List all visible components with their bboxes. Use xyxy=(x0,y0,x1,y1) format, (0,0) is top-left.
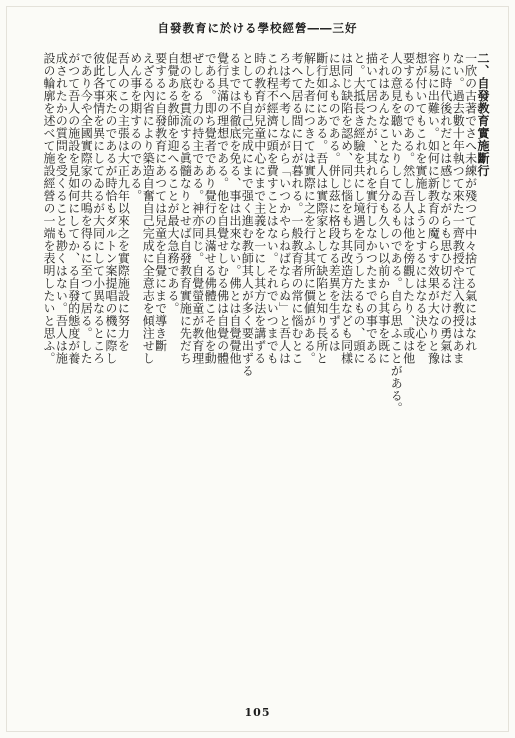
text-column: 要するに自發教育にあつては兒童を自覺にまで導き斷 xyxy=(153,52,168,352)
text-column: それはあんなことなら自分も久しい以前から其事を既に xyxy=(376,52,391,365)
running-header: 自發教育に於ける學校經營――三好 xyxy=(157,21,358,35)
text-column: これ程不經濟に頭を費すことはない。それでいつまでも xyxy=(265,52,280,365)
text-column: と。大抵長き經驗を共にし境遇を同うしたるもの、頭に xyxy=(352,52,366,365)
text-column: 一欣の古著でさへ未練が殘つて中々捨てる氣にはなれ xyxy=(463,52,478,352)
text-column: ろは考へ考しながら「いつかやらねばならぬ」と吾人は xyxy=(277,52,292,365)
text-column: 吾人のこの主張は大正九年以來之を實際施設に努力を xyxy=(116,52,131,352)
text-column: ぜしむる力の持主である。神亦同じ。自覺螢童が教育理 xyxy=(190,52,205,365)
text-column: 彼此各事情を異にしてゐるが大同にして小異なるところ xyxy=(91,52,106,365)
text-column: 容易に出難い。如何に新教育の魔らす效果が大なりと豫 xyxy=(426,52,441,365)
text-column: めん事を期するのである。 xyxy=(128,52,143,202)
text-column: は同じ缺陷を認め、同じ惱をもち其改造方法なども同樣 xyxy=(339,52,354,365)
text-column: 描いて居つたが、其れを實行しなかつたまでの事である xyxy=(364,52,379,365)
text-column: 設の輪廓を述べて施設經營の一端を表明したいと思ふ。 xyxy=(42,52,56,365)
text-column: 覺行具滿の理想である。他を自覺せしむる佛は自覺の體 xyxy=(215,52,230,365)
text-column: 自覺ある教師を迎へることが最大急務である。 xyxy=(166,52,180,315)
text-column: 促して來たのであるが時恰もダルトン案提唱の機に際し xyxy=(104,52,118,365)
text-column: 想が付いてもこれを實施しようとするにはなる決心を xyxy=(414,52,428,352)
text-column: としても自己完成にまで强く進む教師其人が多く要出ずる xyxy=(240,52,255,377)
text-column: である。即ち覺者であり覺行の具滿せる佛體こそ他を動 xyxy=(203,52,218,365)
text-column: 要するものである。然し吾人は他を傍觀したり、或は他 xyxy=(401,52,416,365)
text-column: 成されたかの質問を受くることも尠くはない。吾人は施 xyxy=(54,52,69,365)
section-heading: 二、自發教育實施斷行 xyxy=(476,52,490,177)
text-column: 人の意見を聽いたりしてゐるものである。自ら思ふことがある。 xyxy=(389,52,404,415)
text-column: 解した者につきては實際に之を行ふ其所に價値がある。 xyxy=(302,52,317,365)
text-column: えざる內省により築造自奮自己完成に全意志を傾注せし xyxy=(141,52,156,365)
text-column: 想の底を貫流する眞髓なりとせば自發教育實施に先だち xyxy=(178,52,193,365)
text-column: 時の教育が兒童中心にまで主義を一にし其方法を講ずる xyxy=(252,52,267,365)
text-column: がつて吾人の施設を見如何にしてか、る自發的態度が養 xyxy=(66,52,81,365)
text-column: 斷行如何にある。吾人は實際家として缺陷と知り長所と xyxy=(314,52,329,365)
text-column: に思ふものである。併し茲に格段なる差異を生ずるは xyxy=(327,52,342,352)
page-number: 105 xyxy=(244,706,271,719)
text-column: るまでは不徹底を免る、事は出來ない。佛とは自覺覺他 xyxy=(228,52,242,365)
text-column: 考へて居る間に日が暮れる。一般教育者の常に惱むとこ xyxy=(290,52,304,365)
text-column: りに時代後れだとは感じながらも思ひ切るだけの勇氣は xyxy=(438,52,453,365)
text-column: ない。過去數十年執つて來た一齊教授や注入教授はあま xyxy=(451,52,466,365)
text-column: であり今や全國實際家の共鳴を得るに至つて居る。した xyxy=(79,52,94,365)
